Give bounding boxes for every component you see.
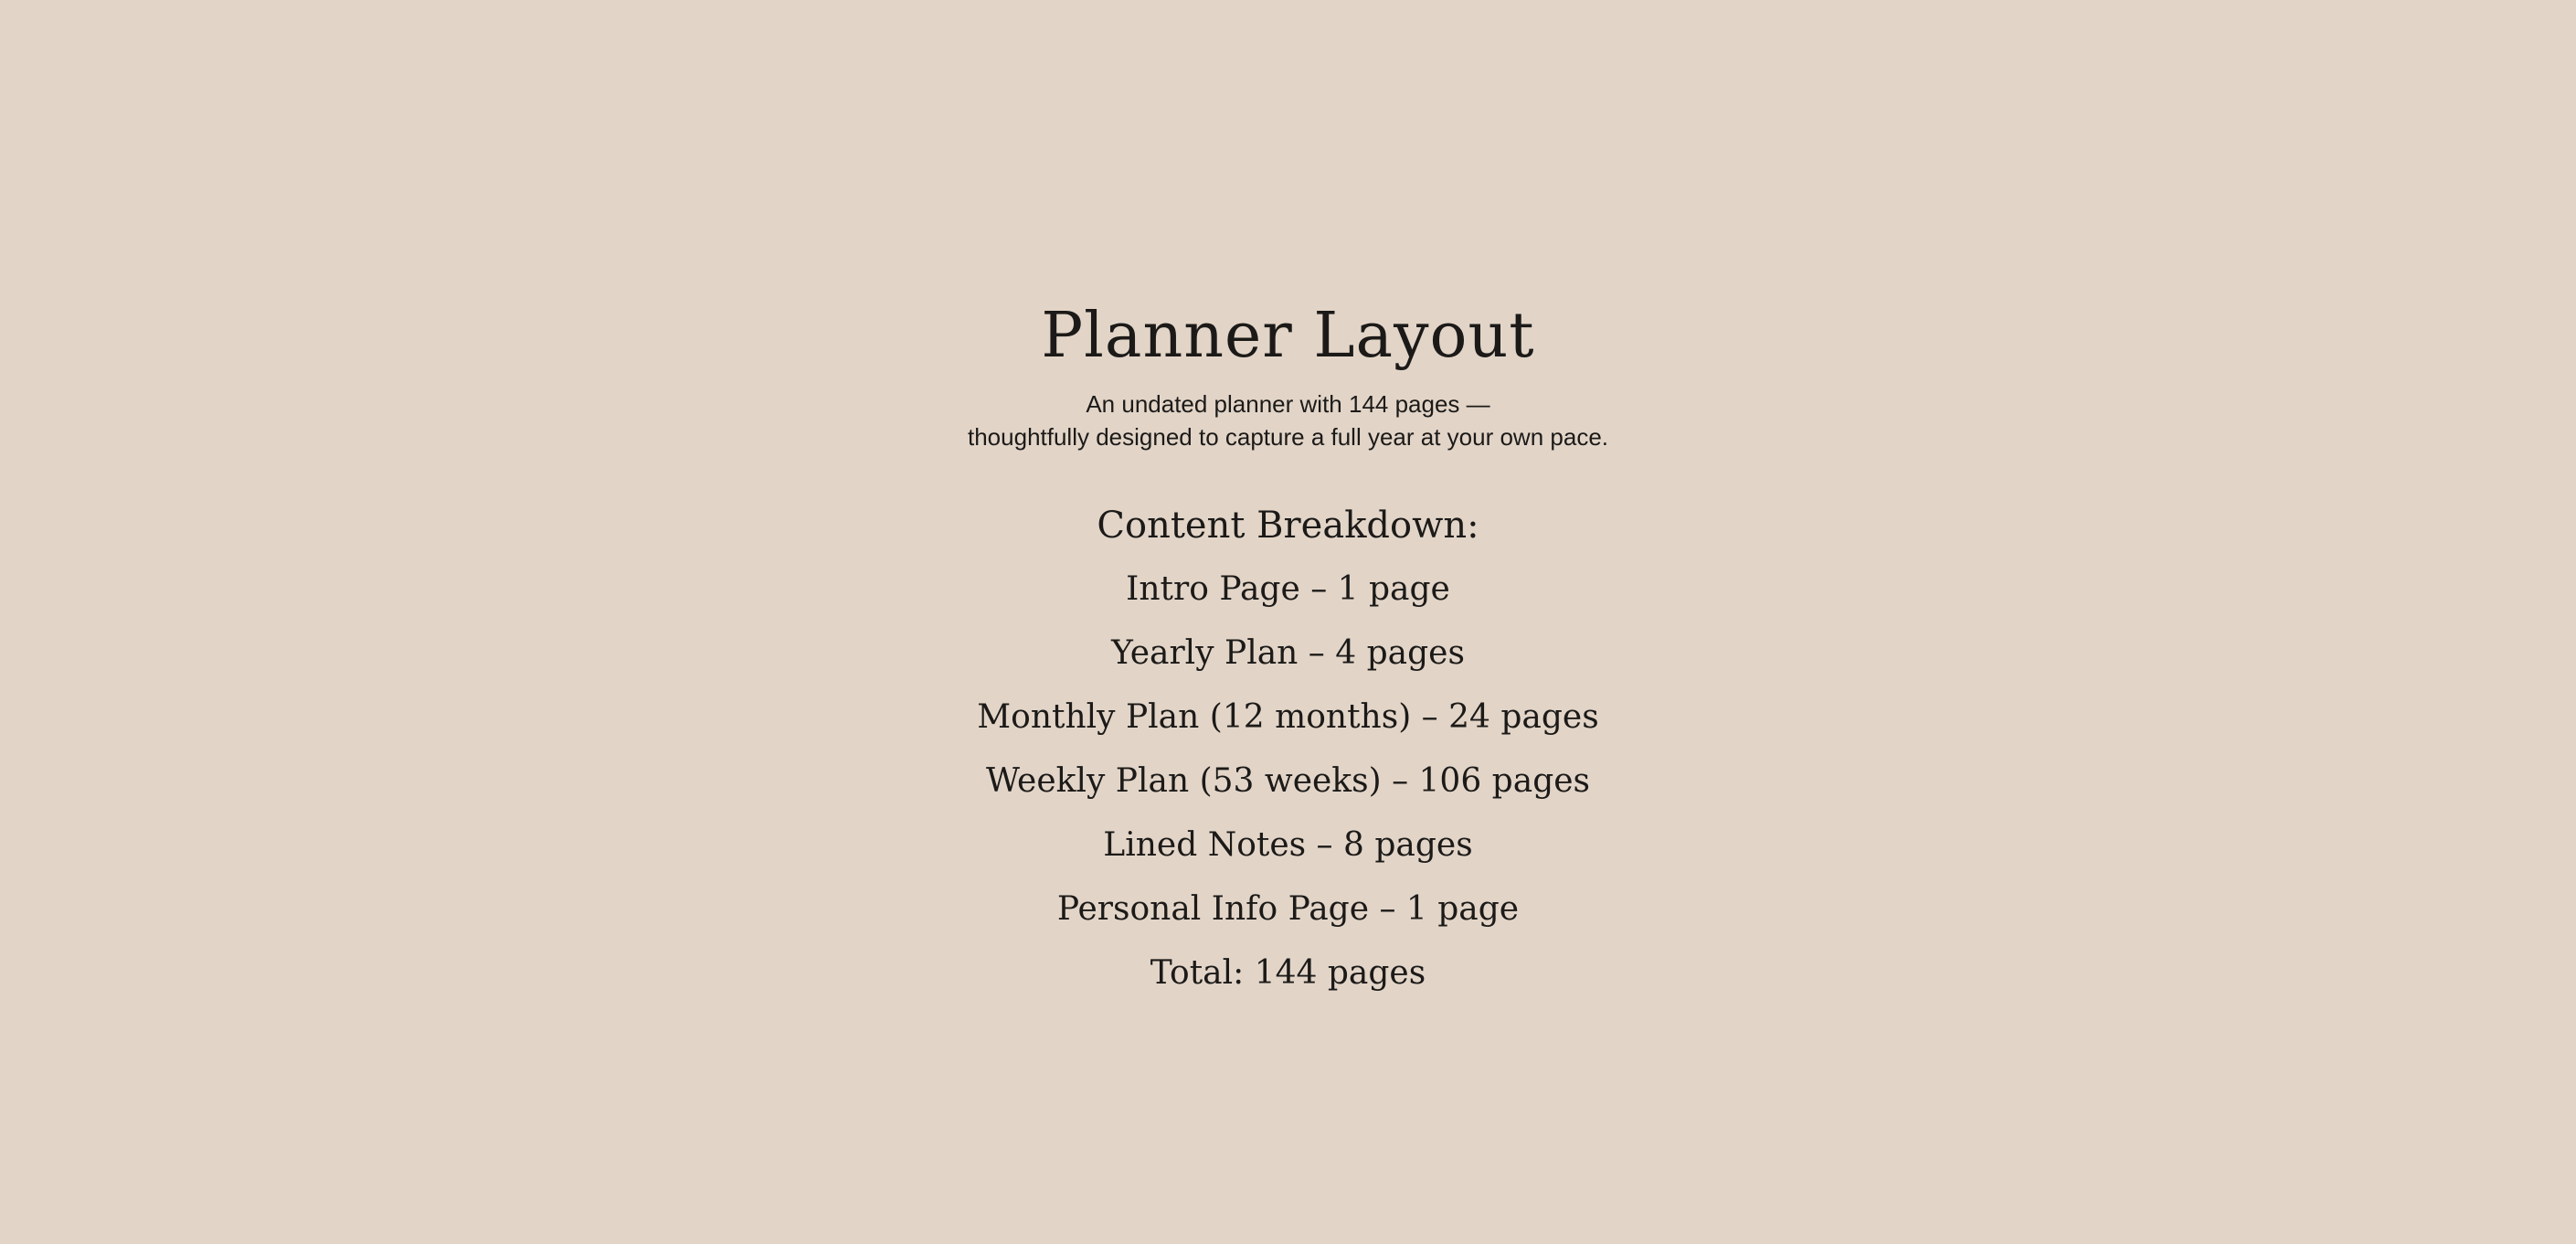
- page-title: Planner Layout: [1041, 300, 1535, 372]
- content-breakdown-heading: Content Breakdown:: [1097, 505, 1479, 547]
- breakdown-item-total: Total: 144 pages: [1150, 954, 1426, 992]
- breakdown-item-lined-notes: Lined Notes – 8 pages: [1103, 826, 1473, 864]
- subtitle-line-1: An undated planner with 144 pages —: [1086, 390, 1490, 418]
- planner-layout-section: [0, 294, 2576, 1005]
- breakdown-item-weekly-plan: Weekly Plan (53 weeks) – 106 pages: [985, 762, 1591, 800]
- subtitle: [0, 388, 2576, 453]
- breakdown-item-personal-info: Personal Info Page – 1 page: [1056, 890, 1520, 928]
- breakdown-item-monthly-plan: Monthly Plan (12 months) – 24 pages: [977, 698, 1599, 736]
- content-breakdown-list: [0, 558, 2576, 1005]
- breakdown-item-intro-page: Intro Page – 1 page: [1126, 570, 1450, 608]
- breakdown-item-yearly-plan: Yearly Plan – 4 pages: [1111, 634, 1465, 672]
- subtitle-line-2: thoughtfully designed to capture a full year at your own pace.: [968, 423, 1608, 451]
